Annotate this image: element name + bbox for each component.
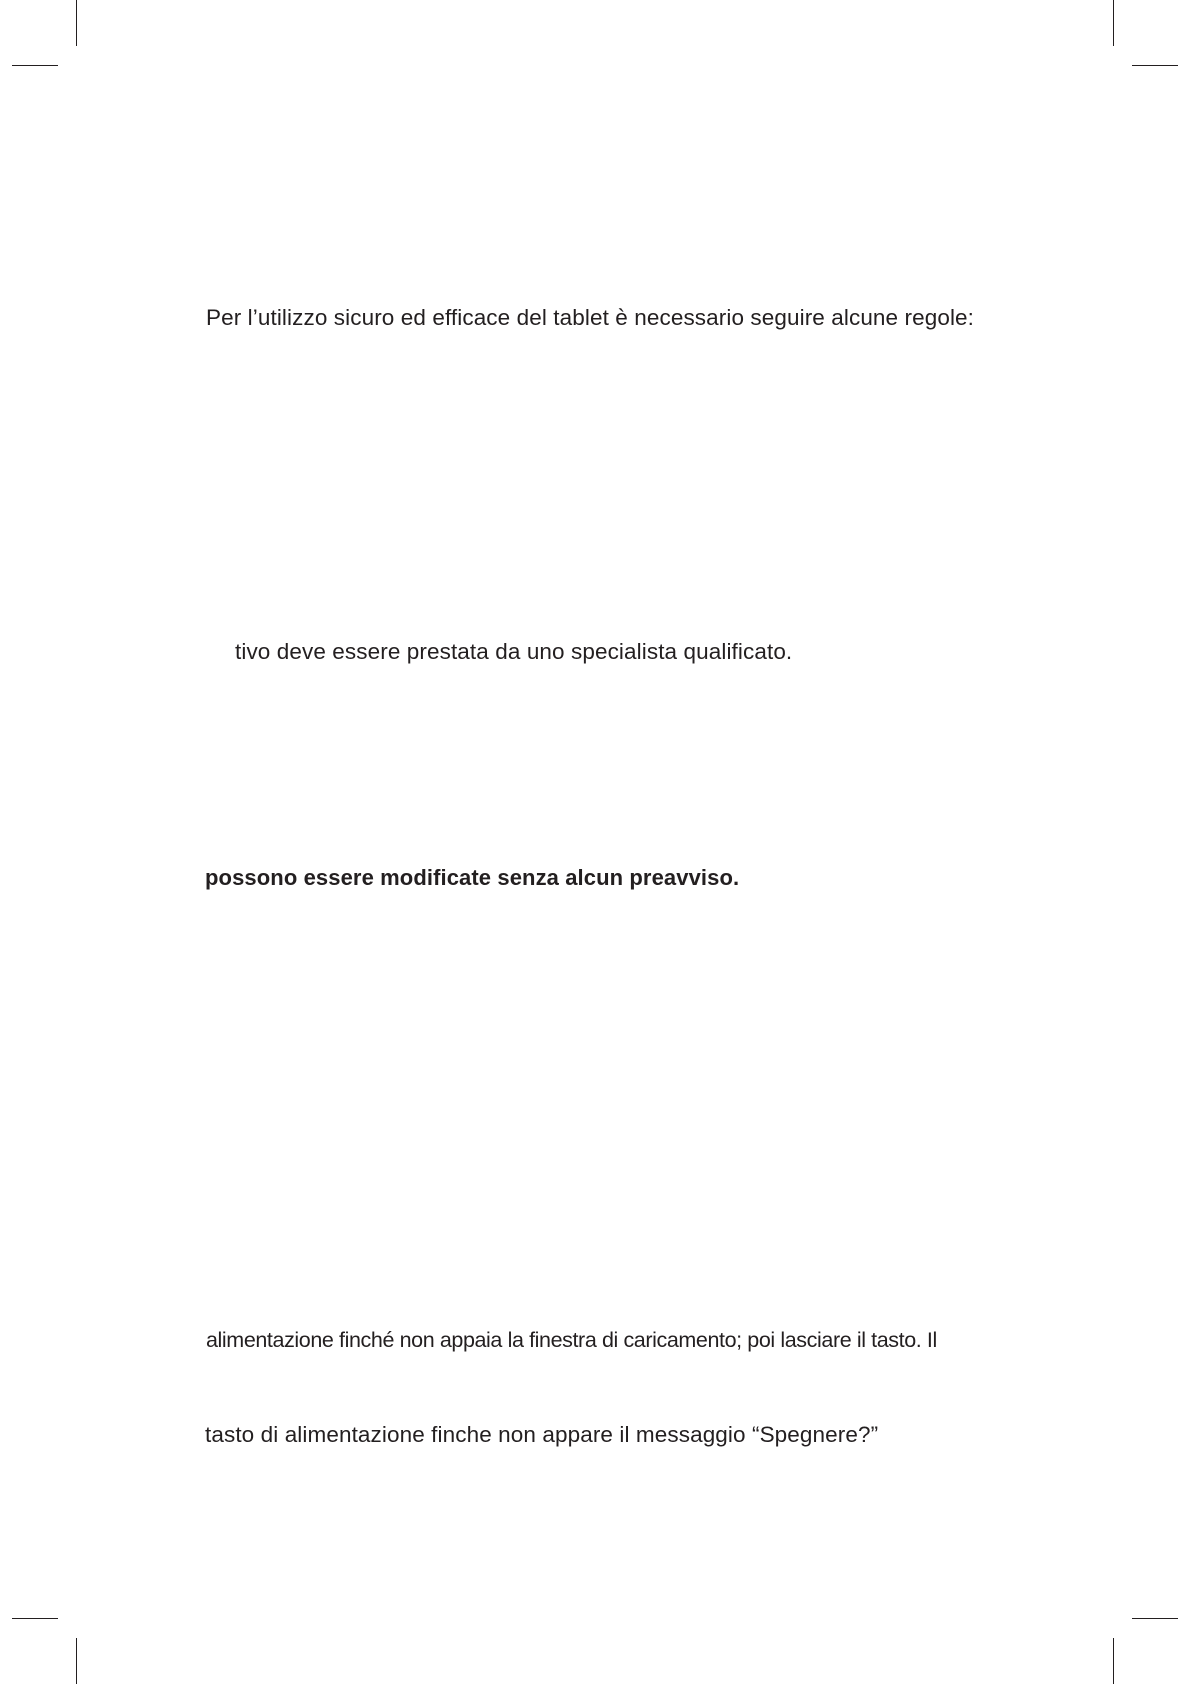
notice-text: possono essere modificate senza alcun preavviso. <box>205 865 740 890</box>
crop-mark-bottom-left-vertical <box>76 1638 77 1684</box>
crop-mark-top-right-horizontal <box>1132 65 1178 66</box>
crop-mark-top-left-horizontal <box>12 65 58 66</box>
crop-mark-bottom-left-horizontal <box>12 1618 58 1619</box>
repair-note-text: tivo deve essere prestata da uno specialista qualificato. <box>235 639 793 664</box>
crop-mark-top-left-vertical <box>76 0 77 46</box>
crop-mark-bottom-right-vertical <box>1113 1638 1114 1684</box>
power-off-instruction-text: tasto di alimentazione finche non appare il messaggio “Spegnere?” <box>205 1422 879 1447</box>
power-on-instruction-text: alimentazione finché non appaia la finestra di caricamento; poi lasciare il tasto. Il <box>206 1328 937 1352</box>
intro-text: Per l’utilizzo sicuro ed efficace del tablet è necessario seguire alcune regole: <box>206 305 975 330</box>
crop-mark-bottom-right-horizontal <box>1132 1618 1178 1619</box>
crop-mark-top-right-vertical <box>1113 0 1114 46</box>
